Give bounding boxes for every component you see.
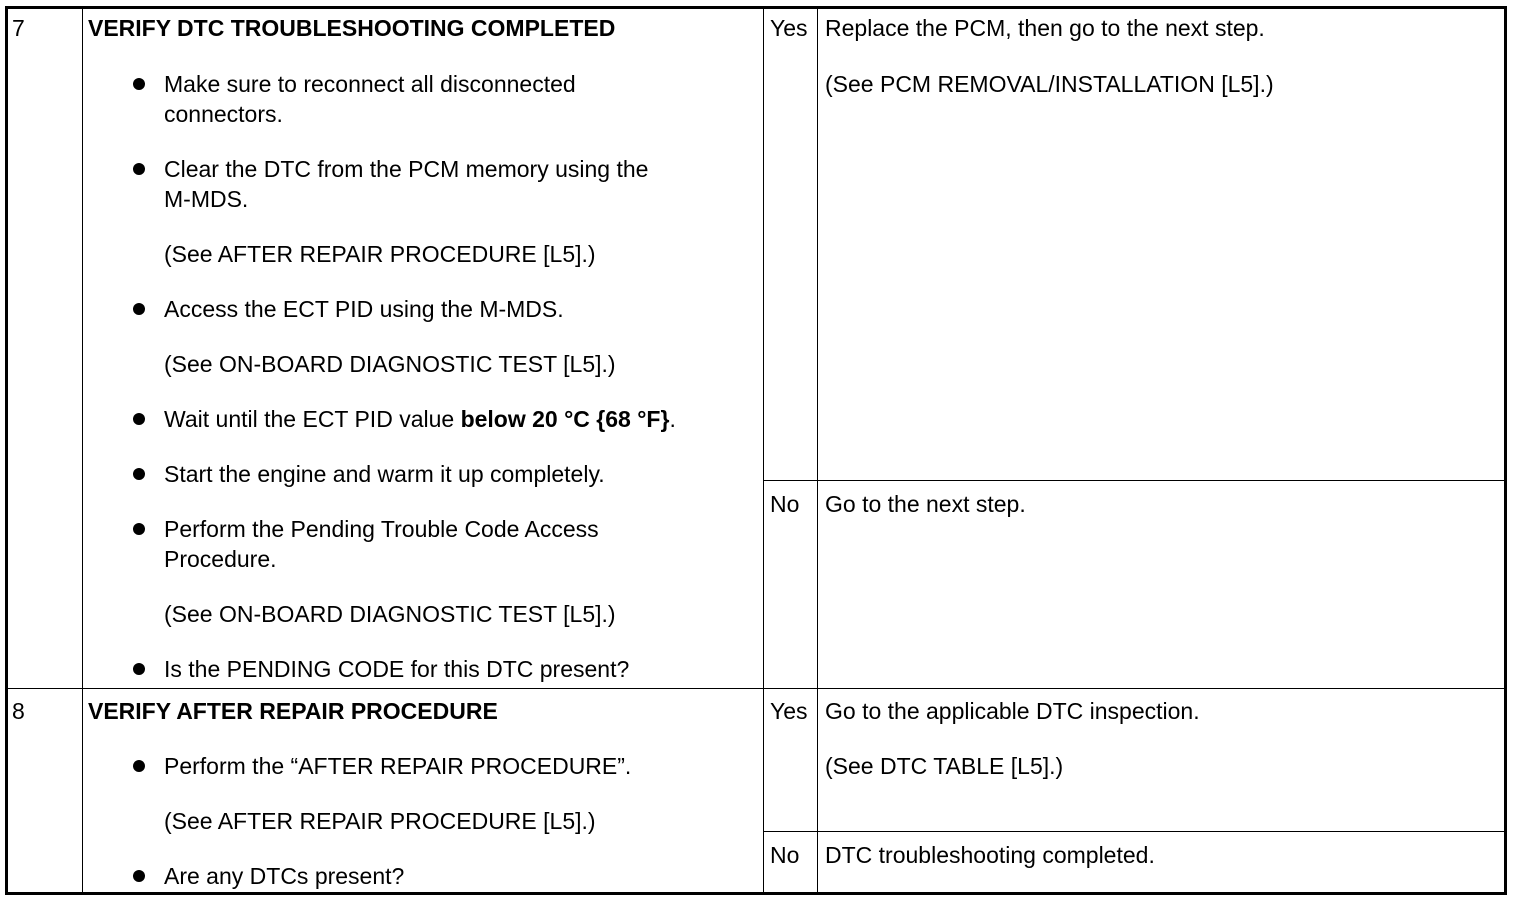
bullet-icon	[133, 523, 145, 535]
item-text: Are any DTCs present?	[164, 863, 405, 889]
answer-no: No	[770, 842, 800, 868]
item-text-continued: Procedure.	[164, 546, 277, 572]
bullet-icon	[133, 78, 145, 90]
step-title: VERIFY AFTER REPAIR PROCEDURE	[88, 698, 498, 724]
bullet-icon	[133, 413, 145, 425]
bullet-icon	[133, 663, 145, 675]
action-text: DTC troubleshooting completed.	[825, 842, 1155, 868]
reference-link[interactable]: (See PCM REMOVAL/INSTALLATION [L5].)	[825, 71, 1274, 97]
item-text-continued: connectors.	[164, 101, 283, 127]
item-text: Perform the Pending Trouble Code Access	[164, 516, 599, 542]
temperature-threshold: below 20 °C {68 °F}	[460, 406, 670, 432]
item-text: Clear the DTC from the PCM memory using the	[164, 156, 649, 182]
answer-yes: Yes	[770, 698, 808, 724]
reference-link[interactable]: (See AFTER REPAIR PROCEDURE [L5].)	[164, 241, 596, 267]
action-text: Go to the applicable DTC inspection.	[825, 698, 1200, 724]
reference-link[interactable]: (See ON-BOARD DIAGNOSTIC TEST [L5].)	[164, 351, 616, 377]
step-number: 8	[12, 698, 25, 724]
bullet-icon	[133, 303, 145, 315]
action-text: Replace the PCM, then go to the next step.	[825, 15, 1265, 41]
item-text: Perform the “AFTER REPAIR PROCEDURE”.	[164, 753, 632, 779]
item-text-plain: Wait until the ECT PID value	[164, 406, 461, 432]
column-divider-answer	[763, 6, 764, 895]
step-number: 7	[12, 15, 25, 41]
result-divider-row7	[763, 480, 1506, 481]
result-divider-row8	[763, 831, 1506, 832]
column-divider-step	[82, 6, 83, 895]
bullet-icon	[133, 760, 145, 772]
item-text: Make sure to reconnect all disconnected	[164, 71, 576, 97]
bullet-icon	[133, 870, 145, 882]
item-text-continued: M-MDS.	[164, 186, 249, 212]
item-text	[164, 404, 676, 434]
reference-link[interactable]: (See AFTER REPAIR PROCEDURE [L5].)	[164, 808, 596, 834]
item-text: Start the engine and warm it up completely.	[164, 461, 605, 487]
column-divider-action	[817, 6, 818, 895]
bullet-icon	[133, 163, 145, 175]
step-title: VERIFY DTC TROUBLESHOOTING COMPLETED	[88, 15, 616, 41]
item-text: Access the ECT PID using the M-MDS.	[164, 296, 564, 322]
answer-yes: Yes	[770, 15, 808, 41]
answer-no: No	[770, 491, 800, 517]
item-text-end: .	[669, 406, 676, 432]
bullet-icon	[133, 468, 145, 480]
reference-link[interactable]: (See ON-BOARD DIAGNOSTIC TEST [L5].)	[164, 601, 616, 627]
item-text: Is the PENDING CODE for this DTC present?	[164, 656, 630, 682]
reference-link[interactable]: (See DTC TABLE [L5].)	[825, 753, 1064, 779]
row-divider	[5, 688, 1507, 689]
action-text: Go to the next step.	[825, 491, 1026, 517]
